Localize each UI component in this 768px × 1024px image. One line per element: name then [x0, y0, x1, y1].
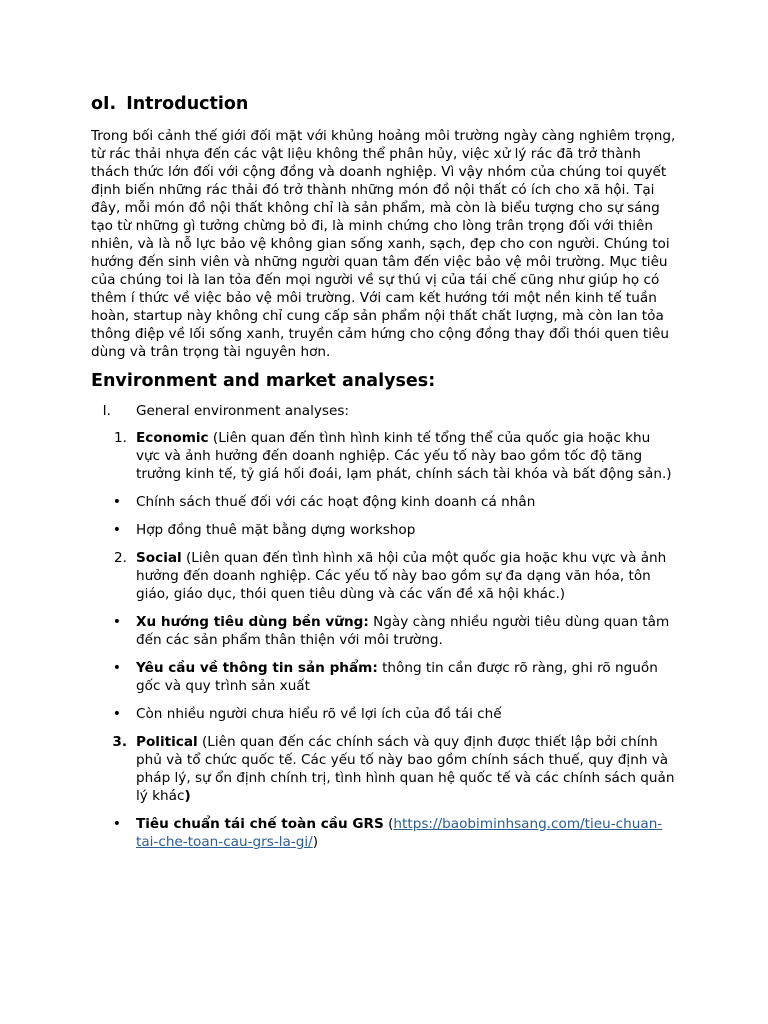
intro-heading-number: oI.: [91, 94, 117, 114]
political-description: (Liên quan đến các chính sách và quy định được thiết lập bởi chính phủ và tổ chức quốc tế. Các yếu tố này bao gồm chính sách thuế, quy định và pháp lý, sự ổn định chính trị, tình hình quan hệ quốc tế và các chính sách quản lý khác: [136, 734, 675, 804]
social-bullet-label: Yêu cầu về thông tin sản phẩm:: [136, 660, 378, 676]
social-item: [91, 549, 678, 603]
political-close-paren: ): [184, 788, 191, 804]
general-analyses-item: [91, 402, 678, 420]
number-marker: 3.: [112, 734, 127, 750]
bullet-icon: •: [112, 816, 121, 832]
number-marker: 2.: [114, 550, 127, 566]
grs-close-paren: ): [312, 834, 319, 850]
list-item: [91, 613, 678, 649]
social-bullet-text: thông tin cần được rõ ràng, ghi rõ nguồn gốc và quy trình sản xuất: [136, 660, 658, 694]
economic-bullet-text: Hợp đồng thuê mặt bằng dựng workshop: [136, 522, 416, 538]
grs-link[interactable]: https://baobiminhsang.com/tieu-chuan-tai-che-toan-cau-grs-la-gi/: [136, 816, 663, 850]
economic-description: (Liên quan đến tình hình kinh tế tổng thể của quốc gia hoặc khu vực và ảnh hưởng đến doanh nghiệp. Các yếu tố này bao gồm tốc độ tăng trưởng kinh tế, tỷ giá hối đoái, lạm phát, chính sách tài khóa và bất động sản.): [136, 430, 672, 482]
list-item: [91, 659, 678, 695]
bullet-icon: •: [112, 494, 121, 510]
social-label: Social: [136, 550, 182, 566]
list-item: [91, 493, 678, 511]
political-item: [91, 733, 678, 805]
grs-open-paren: (: [383, 816, 394, 832]
roman-marker: I.: [102, 403, 111, 419]
grs-label: Tiêu chuẩn tái chế toàn cầu GRS: [136, 816, 384, 832]
intro-heading-title: Introduction: [126, 94, 249, 114]
bullet-icon: •: [112, 614, 121, 630]
list-item: [91, 521, 678, 539]
bullet-icon: •: [112, 522, 121, 538]
env-heading: Environment and market analyses:: [91, 371, 436, 391]
general-analyses-label: General environment analyses:: [136, 403, 349, 419]
bullet-icon: •: [112, 660, 121, 676]
bullet-icon: •: [112, 706, 121, 722]
social-bullet-text: Còn nhiều người chưa hiểu rõ về lợi ích của đồ tái chế: [136, 706, 502, 722]
list-item: [91, 705, 678, 723]
economic-label: Economic: [136, 430, 209, 446]
intro-paragraph: Trong bối cảnh thế giới đối mặt với khủng hoảng môi trường ngày càng nghiêm trọng, từ rác thải nhựa đến các vật liệu không thể phân hủy, việc xử lý rác đã trở thành thách thức lớn đối với cộng đồng và doanh nghiệp. Vì vậy nhóm của chúng toi quyết định biến những rác thải đó trở thành những món đồ nội thất có ích cho xã hội. Tại đây, mỗi món đồ nội thất không chỉ là sản phẩm, mà còn là biểu tượng cho sự sáng tạo từ những gì tưởng chừng bỏ đi, là minh chứng cho lòng trân trọng đối với thiên nhiên, và là nỗ lực bảo vệ không gian sống xanh, sạch, đẹp cho con người. Chúng toi hướng đến sinh viên và những người quan tâm đến việc bảo vệ môi trường. Mục tiêu của chúng toi là lan tỏa đến mọi người về sự thú vị của tái chế cũng như giúp họ có thêm í thức về việc bảo vệ môi trường. Với cam kết hướng tới một nền kinh tế tuần hoàn, startup này không chỉ cung cấp sản phẩm nội thất chất lượng, mà còn lan tỏa thông điệp về lối sống xanh, truyền cảm hứng cho cộng đồng thay đổi thói quen tiêu dùng và trân trọng tài nguyên hơn.: [91, 128, 676, 360]
social-bullet-text: Ngày càng nhiều người tiêu dùng quan tâm đến các sản phẩm thân thiện với môi trường.: [136, 614, 670, 648]
economic-item: [91, 429, 678, 483]
list-item: [91, 815, 678, 851]
number-marker: 1.: [114, 430, 127, 446]
political-label: Political: [136, 734, 198, 750]
social-bullet-label: Xu hướng tiêu dùng bền vững:: [136, 614, 369, 630]
intro-heading: [91, 93, 678, 115]
economic-bullet-text: Chính sách thuế đối với các hoạt động kinh doanh cá nhân: [136, 494, 536, 510]
social-description: (Liên quan đến tình hình xã hội của một quốc gia hoặc khu vực và ảnh hưởng đến doanh nghiệp. Các yếu tố này bao gồm sự đa dạng văn hóa, tôn giáo, giáo dục, thói quen tiêu dùng và các vấn đề xã hội khác.): [136, 550, 667, 602]
